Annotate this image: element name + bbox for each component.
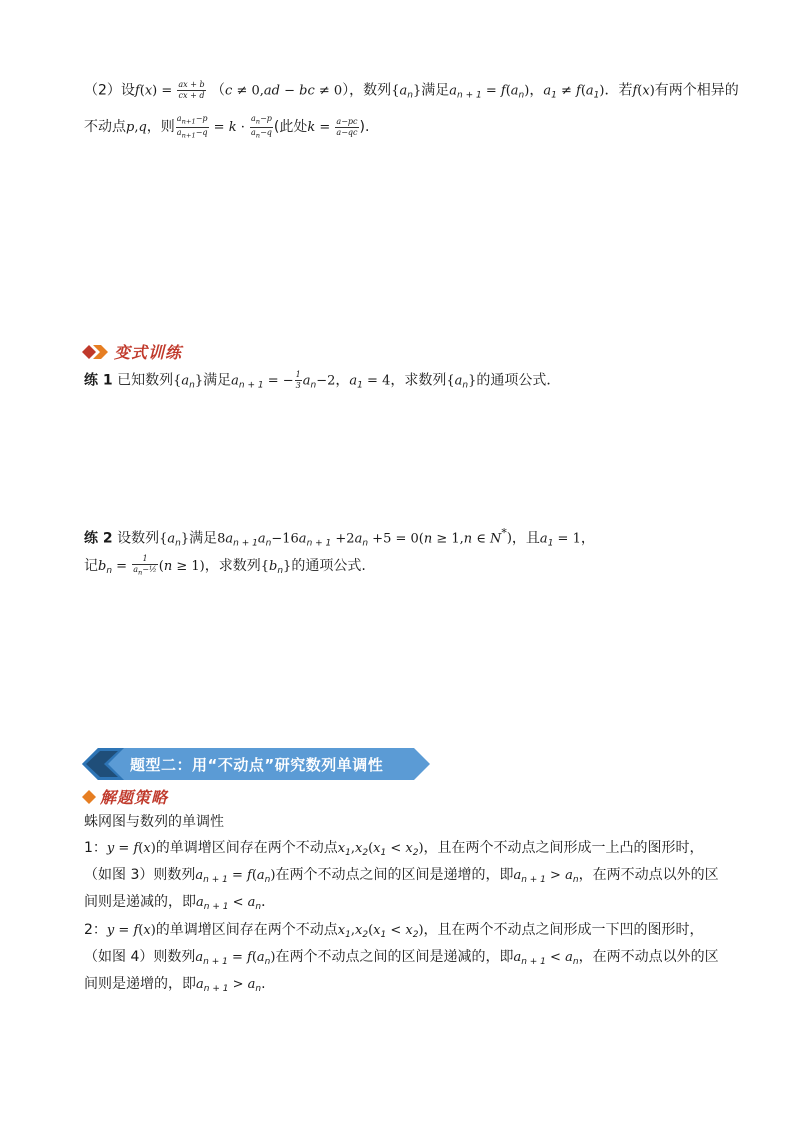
here-text: (此处 [273,119,308,136]
variant-heading [82,340,182,363]
strategy-point-1-line-1: 1：y = f(x)的单调增区间存在两个不动点$x_1,x_2(x_1 < x_2)$，且在两个不动点之间形成一上凸的图形时， [84,840,704,858]
ex2-text-2: 满足 [189,530,218,547]
strategy-point-2-line-3: 间则是递增的，即$a_{n + 1} > a_n$. [84,976,266,994]
ex2-comma: ， [580,530,595,547]
p1-text-2: ，且在两个不动点之间形成一上凸的图形时， [423,840,704,856]
ex1-text-4: 的通项公式． [476,372,561,389]
p1-text-6: 间则是递减的，即 [84,894,196,910]
exercise-2-line-2: 记$b_n$ = $\frac{1}{a_n-\frac{1}{2}}$ (n ≥ 1)，求数列$\{b_n\}$的通项公式. [84,554,366,577]
ex2-note: 记 [84,557,98,574]
fraction-one-third: $\frac{1}{3}$ [295,370,301,390]
part-label: （2）设 [84,82,135,99]
strategy-point-1-line-3: 间则是递减的，即$a_{n + 1} < a_n$． [84,894,276,912]
period: ．若 [604,82,633,99]
strategy-point-2-line-2: （如图 4）则数列$a_{n + 1} = f(a_n)$在两个不动点之间的区间是递减的，即$a_{n + 1} < a_n$，在两不动点以外的区 [84,949,719,967]
strategy-point-1-line-2: （如图 3）则数列$a_{n + 1} = f(a_n)$在两个不动点之间的区间是递增的，即$a_{n + 1} > a_n$，在两不动点以外的区 [84,867,719,885]
fixed-point-text: 不动点 [84,119,126,136]
ex2-text-3: ，且 [511,530,540,547]
strategy-heading [82,785,168,808]
fraction-rhs: $\frac{a_n-p}{a_n-q}$ [250,114,272,140]
exercise-2-label: 练 2 [84,530,113,547]
fraction-ax-b: $\frac{ax + b}{cx + d}$ [178,80,205,100]
ex1-text-2: 满足 [203,372,232,389]
strategy-intro: 蛛网图与数列的单调性 [84,814,224,830]
theorem-line-2: 不动点p,q，则 $\frac{a_{n+1}-p}{a_{n+1}-q}$ = k · $\frac{a_n-p}{a_n-q}$ (此处k = $\frac{a-pc}{a-qc}$ ). [84,114,370,140]
has-two-text: 有两个相异的 [654,82,739,99]
p1-text-3: （如图 3）则数列 [84,867,196,883]
strategy-title: 解题策略 [100,788,169,807]
ex2-text-5: 的通项公式. [291,557,366,574]
theorem-line-1: （2）设f(x) = $\frac{ax + b}{cx + d}$ （c ≠ 0,ad − bc ≠ 0），数列$\{a_n\}$满足$a_{n + 1} = f(a_n)$，$a_1 \ne f(a_1)$．若f(x)有两个相异的 [84,80,739,101]
fraction-k: $\frac{a-pc}{a-qc}$ [336,116,358,137]
cond-close: ），数列 [342,82,392,99]
p1-end: ． [261,894,276,910]
variant-title: 变式训练 [114,343,183,362]
p2-end: . [261,976,266,992]
fraction-bn: $\frac{1}{a_n-\frac{1}{2}}$ [133,554,157,577]
strategy-point-2-line-1: 2：y = f(x)的单调增区间存在两个不动点$x_1,x_2(x_1 < x_2)$，且在两个不动点之间形成一下凹的图形时， [84,922,704,940]
p1-text-1: 的单调增区间存在两个不动点 [155,840,338,856]
p2-text-6: 间则是递增的，即 [84,976,196,992]
ex2-text-1: 设数列 [117,530,160,547]
ex1-text-1: 已知数列 [117,372,174,389]
p1-text-5: ，在两不动点以外的区 [578,867,719,883]
topic-banner-title: 题型二：用“不动点”研究数列单调性 [130,756,384,774]
p2-number: 2： [84,922,107,938]
cond-open: （ [211,82,226,99]
satisfy-text: 满足 [421,82,450,99]
p1-text-4: 在两个不动点之间的区间是递增的，即 [275,867,514,883]
comma: ， [529,82,544,99]
then-text: ，则 [146,119,175,136]
fraction-lhs: $\frac{a_{n+1}-p}{a_{n+1}-q}$ [176,114,208,140]
exercise-1-label: 练 1 [84,372,113,389]
exercise-2-line-1: 练 2 设数列$\{a_n\}$满足$8a_{n + 1}a_n-16a_{n + 1} +2a_n +5 = 0(n \ge 1,n$ ∈ N*)，且$a_1 = 1$， [84,527,595,549]
p1-number: 1： [84,840,107,856]
p2-text-2: ，且在两个不动点之间形成一下凹的图形时， [423,922,704,938]
diamond-arrow-icon [82,343,110,361]
p2-text-4: 在两个不动点之间的区间是递减的，即 [275,949,514,965]
p2-text-3: （如图 4）则数列 [84,949,196,965]
p2-text-1: 的单调增区间存在两个不动点 [155,922,338,938]
ex2-text-4: ，求数列 [204,557,261,574]
exercise-1: 练 1 已知数列$\{a_n\}$满足$a_{n + 1}$ = − $\frac{1}{3}$ $a_n-2$，$a_1 = 4$，求数列$\{a_n\}$的通项公式． [84,370,561,391]
end-text: ). [359,119,370,136]
p2-text-5: ，在两不动点以外的区 [578,949,719,965]
diamond-icon [82,788,96,806]
ex1-comma: ， [335,372,350,389]
ex1-text-3: ，求数列 [390,372,447,389]
